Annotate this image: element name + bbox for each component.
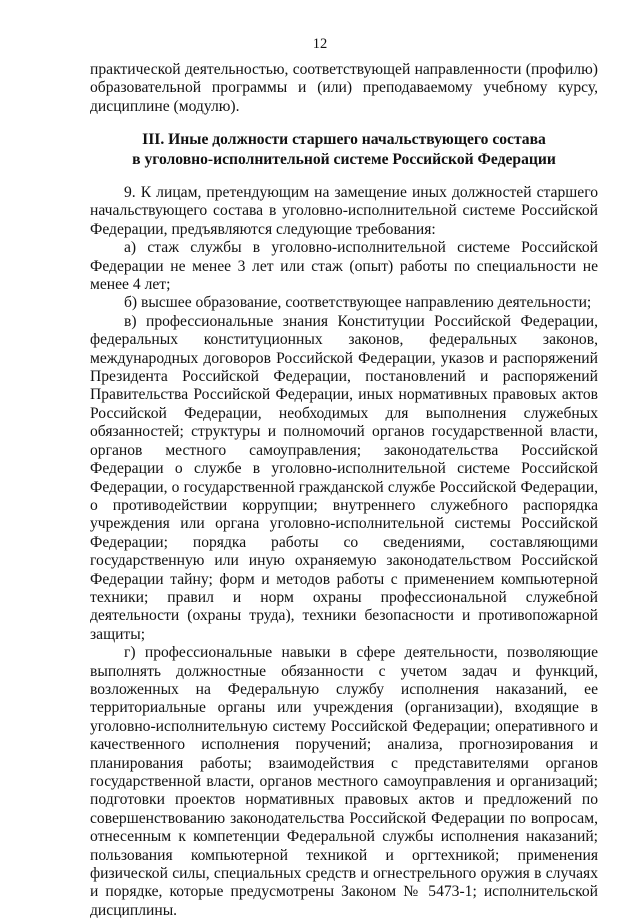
- section-heading: [90, 130, 598, 169]
- page-number: 12: [312, 36, 328, 52]
- intro-continuation: [90, 61, 598, 116]
- requirement-g: г) профессиональные навыки в сфере деятельности, позволяющие выполнять должностные обязанности с учетом задач и функций, возложенных на Федеральную службу исполнения наказаний, ее территориальные органы или учреждения (организации), входящие в уголовно-исполнительную систему Российской Федерации; оперативного и качественного исполнения поручений; анализа, прогнозирования и планирования работы; взаимодействия с представителями органов государственной власти, органов местного самоуправления и организаций; подготовки проектов нормативных правовых актов и предложений по совершенствованию законодательства Российской Федерации по вопросам, отнесенным к компетенции Федеральной службы исполнения наказаний; пользования компьютерной техникой и оргтехникой; применения физической силы, специальных средств и огнестрельного оружия в случаях и порядке, которые предусмотрены Законом № 5473-1; исполнительской дисциплины.: [90, 644, 598, 919]
- requirement-a: а) стаж службы в уголовно-исполнительной системе Российской Федерации не менее 3 лет или стаж (опыт) работы по специальности не менее 4 лет;: [90, 239, 598, 294]
- section-heading-line-1: III. Иные должности старшего начальствующего состава: [142, 131, 546, 148]
- section-body: [90, 184, 598, 920]
- section-heading-line-2: в уголовно-исполнительной системе Российской Федерации: [132, 150, 556, 168]
- requirement-b: б) высшее образование, соответствующее направлению деятельности;: [124, 294, 592, 312]
- paragraph-9: 9. К лицам, претендующим на замещение иных должностей старшего начальствующего состава в уголовно-исполнительной системе Российской Федерации, предъявляются следующие требования:: [90, 184, 598, 238]
- requirement-v: в) профессиональные знания Конституции Российской Федерации, федеральных конституционных законов, федеральных законов, международных договоров Российской Федерации, указов и распоряжений Президента Российской Федерации, постановлений и распоряжений Правительства Российской Федерации, иных нормативных правовых актов Российской Федерации, необходимых для выполнения служебных обязанностей; структуры и полномочий органов государственной власти, органов местного самоуправления; законодательства Российской Федерации о службе в уголовно-исполнительной системе Российской Федерации, о государственной гражданской службе Российской Федерации, о противодействии коррупции; внутреннего служебного распорядка учреждения или органа уголовно-исполнительной системы Российской Федерации; порядка работы со сведениями, составляющими государственную или иную охраняемую законодательством Российской Федерации тайну; форм и методов работы с применением компьютерной техники; правил и норм охраны профессиональной служебной деятельности (охраны труда), техники безопасности и противопожарной защиты;: [90, 312, 598, 643]
- intro-paragraph: практической деятельностью, соответствующей направленности (профилю) образовательной программы и (или) преподаваемому учебному курсу, дисциплине (модулю).: [90, 61, 598, 115]
